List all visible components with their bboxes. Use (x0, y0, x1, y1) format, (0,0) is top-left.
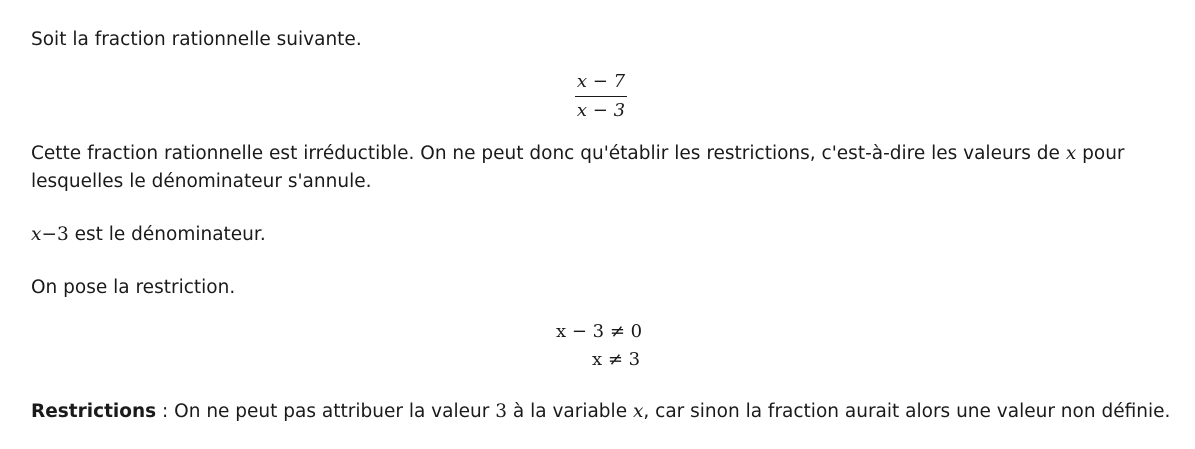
denominator-var: x (31, 224, 42, 245)
restrictions-label: Restrictions (31, 401, 157, 422)
denominator-rest: −3 (41, 224, 69, 245)
restrictions-text-2: à la variable (506, 401, 633, 422)
restriction-intro: On pose la restriction. (31, 277, 236, 298)
restrictions-var: x (632, 401, 644, 422)
paragraph-irreducible-text: Cette fraction rationnelle est irréductible. On ne peut donc qu'établir les restrictions, c'est-à-dire les valeurs de (31, 143, 1066, 164)
fraction-numerator: x − 7 (576, 71, 626, 92)
paragraph-irreducible-line2: lesquelles le dénominateur s'annule. (31, 171, 372, 192)
paragraph-irreducible (31, 143, 1125, 164)
denominator-statement (31, 224, 266, 245)
variable-x: x (1065, 143, 1077, 164)
equation-line-2: x ≠ 3 (592, 349, 641, 370)
denominator-text: est le dénominateur. (68, 224, 266, 245)
fraction-bar (575, 96, 627, 97)
restrictions-text-1: : On ne peut pas attribuer la valeur (156, 401, 496, 422)
equation-line-1: x − 3 ≠ 0 (556, 321, 643, 342)
restrictions-text-3: , car sinon la fraction aurait alors une valeur non définie. (643, 401, 1171, 422)
restrictions-statement (31, 401, 1170, 422)
fraction-denominator: x − 3 (576, 100, 626, 121)
restrictions-value: 3 (495, 401, 507, 422)
intro-text: Soit la fraction rationnelle suivante. (31, 29, 362, 50)
paragraph-irreducible-end: pour (1076, 143, 1125, 164)
rational-fraction (575, 70, 627, 123)
